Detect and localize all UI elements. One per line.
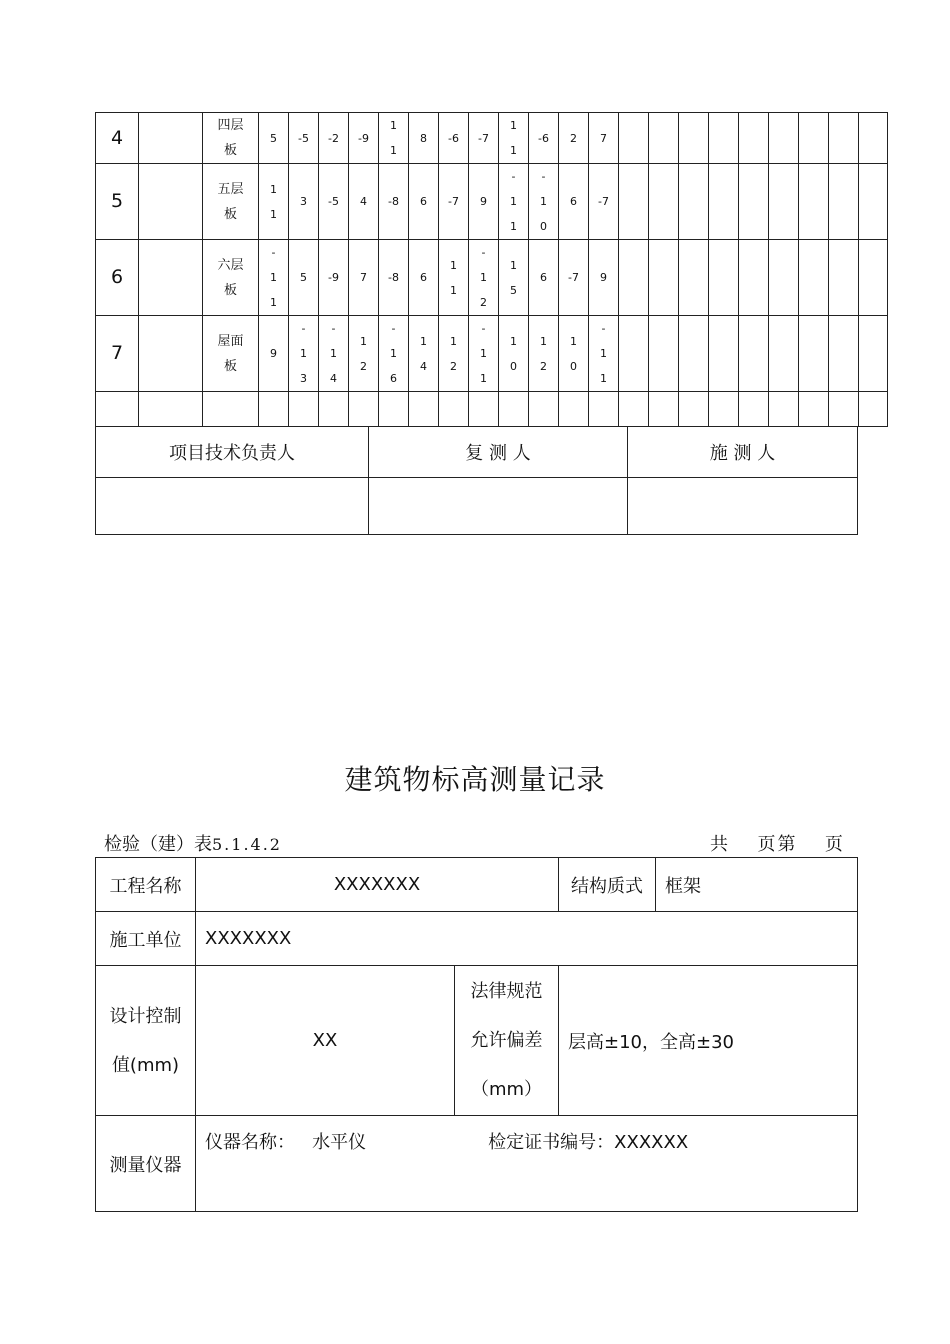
deviation-char: 1 <box>480 271 487 284</box>
deviation-char: - <box>271 246 276 259</box>
empty-cell <box>679 316 709 392</box>
deviation-char: 1 <box>300 347 307 360</box>
measurement-row <box>96 240 888 316</box>
deviation-value <box>559 240 589 316</box>
instrument-name-value: 水平仪 <box>312 1132 367 1153</box>
deviation-value <box>379 113 409 164</box>
deviation-char: - <box>541 170 546 183</box>
deviation-char: - <box>391 322 396 335</box>
deviation-value <box>469 240 499 316</box>
empty-cell <box>799 164 829 240</box>
deviation-char: 2 <box>450 359 457 373</box>
design-control-value: XX <box>196 966 455 1116</box>
empty-cell <box>799 113 829 164</box>
deviation-value <box>409 316 439 392</box>
deviation-value <box>349 113 379 164</box>
deviation-char: 2 <box>570 131 577 145</box>
empty-cell <box>619 240 649 316</box>
deviation-char: 1 <box>600 372 607 385</box>
deviation-char: 9 <box>600 271 607 284</box>
deviation-char: -7 <box>598 195 609 208</box>
floor-label-line: 六层 <box>217 257 244 273</box>
deviation-value <box>319 316 349 392</box>
deviation-value <box>349 240 379 316</box>
deviation-value <box>319 113 349 164</box>
empty-cell <box>769 164 799 240</box>
deviation-char: 0 <box>540 220 547 233</box>
deviation-value <box>349 164 379 240</box>
deviation-char: -8 <box>388 271 399 284</box>
floor-label-line: 板 <box>223 282 237 298</box>
deviation-char: 0 <box>510 359 517 373</box>
deviation-char: - <box>511 170 516 183</box>
deviation-char: 2 <box>360 359 367 373</box>
deviation-char: 1 <box>450 258 457 272</box>
form-code-prefix: 检验（建）表 <box>104 834 212 855</box>
empty-cell <box>829 392 859 427</box>
deviation-value <box>559 164 589 240</box>
empty-cell <box>349 392 379 427</box>
deviation-char: 1 <box>510 258 517 272</box>
empty-cell <box>709 316 739 392</box>
deviation-char: 2 <box>540 359 547 373</box>
deviation-char: 1 <box>480 347 487 360</box>
deviation-char: - <box>301 322 306 335</box>
deviation-char: 7 <box>360 271 367 284</box>
tolerance-label-line-3: （mm） <box>470 1079 543 1100</box>
axis-cell <box>139 113 203 164</box>
empty-cell <box>259 392 289 427</box>
rechecker-signature-cell <box>369 478 628 535</box>
deviation-char: 9 <box>480 195 487 208</box>
empty-cell <box>829 113 859 164</box>
empty-cell <box>799 316 829 392</box>
instrument-details <box>196 1116 858 1212</box>
deviation-char: 4 <box>420 359 427 373</box>
structure-value: 框架 <box>656 858 858 912</box>
empty-cell <box>769 316 799 392</box>
surveyor-label: 施 测 人 <box>628 427 858 478</box>
empty-cell <box>649 316 679 392</box>
empty-cell <box>739 316 769 392</box>
deviation-value <box>319 240 349 316</box>
deviation-char: 1 <box>570 334 577 348</box>
deviation-char: -7 <box>478 131 489 145</box>
deviation-char: 6 <box>420 195 427 208</box>
deviation-char: 1 <box>450 334 457 348</box>
empty-cell <box>829 240 859 316</box>
floor-label-line: 四层 <box>217 118 244 133</box>
empty-cell <box>619 392 649 427</box>
deviation-value <box>589 240 619 316</box>
rechecker-label: 复 测 人 <box>369 427 628 478</box>
deviation-value <box>499 316 529 392</box>
empty-cell <box>619 316 649 392</box>
floor-label-line: 屋面 <box>217 333 244 349</box>
deviation-value <box>529 113 559 164</box>
deviation-value <box>349 316 379 392</box>
deviation-char: 6 <box>390 372 397 385</box>
deviation-char: 1 <box>330 347 337 360</box>
deviation-value <box>379 316 409 392</box>
empty-cell <box>379 392 409 427</box>
deviation-value <box>499 113 529 164</box>
deviation-char: 1 <box>540 334 547 348</box>
empty-cell <box>829 164 859 240</box>
elevation-data-table <box>95 112 888 427</box>
empty-cell <box>859 240 888 316</box>
deviation-value <box>529 316 559 392</box>
deviation-value <box>379 240 409 316</box>
deviation-char: -5 <box>328 195 339 208</box>
empty-cell <box>769 113 799 164</box>
deviation-value <box>259 164 289 240</box>
empty-cell <box>139 392 203 427</box>
deviation-value <box>439 240 469 316</box>
empty-cell <box>619 113 649 164</box>
empty-cell <box>859 316 888 392</box>
deviation-char: 4 <box>330 372 337 385</box>
deviation-char: 1 <box>480 372 487 385</box>
deviation-char: - <box>481 246 486 259</box>
design-label-line-2: 值(mm) <box>111 1054 180 1076</box>
deviation-char: 1 <box>510 334 517 348</box>
empty-cell <box>859 113 888 164</box>
deviation-value <box>589 113 619 164</box>
empty-cell <box>289 392 319 427</box>
deviation-char: 1 <box>450 283 457 297</box>
instrument-name-label: 仪器名称： <box>205 1132 295 1153</box>
empty-cell <box>559 392 589 427</box>
empty-cell <box>319 392 349 427</box>
deviation-char: 1 <box>510 144 517 157</box>
empty-cell <box>679 392 709 427</box>
deviation-char: 1 <box>390 119 397 132</box>
deviation-char: -6 <box>538 131 549 145</box>
deviation-char: 7 <box>600 131 607 145</box>
tolerance-value: 层高±10，全高±30 <box>559 966 858 1116</box>
deviation-char: -6 <box>448 131 459 145</box>
deviation-char: 1 <box>390 347 397 360</box>
tolerance-label <box>455 966 559 1116</box>
structure-label: 结构质式 <box>559 858 656 912</box>
deviation-char: - <box>601 322 606 335</box>
empty-cell <box>649 392 679 427</box>
form-title: 建筑物标高测量记录 <box>344 763 606 796</box>
deviation-value <box>439 316 469 392</box>
form-code <box>104 830 282 856</box>
deviation-value <box>259 240 289 316</box>
empty-cell <box>619 164 649 240</box>
empty-cell <box>739 392 769 427</box>
deviation-char: 1 <box>270 296 277 309</box>
tolerance-label-line-1: 法律规范 <box>470 981 543 1002</box>
deviation-value <box>469 316 499 392</box>
empty-cell <box>709 240 739 316</box>
floor-label <box>203 240 259 316</box>
deviation-char: 3 <box>300 195 307 208</box>
measurement-row <box>96 164 888 240</box>
deviation-char: 1 <box>600 347 607 360</box>
deviation-value <box>499 240 529 316</box>
deviation-value <box>529 240 559 316</box>
certificate-number: 检定证书编号：XXXXXX <box>488 1132 689 1153</box>
empty-cell <box>649 240 679 316</box>
deviation-char: -8 <box>388 195 399 208</box>
empty-cell <box>409 392 439 427</box>
floor-label-line: 五层 <box>217 181 244 197</box>
deviation-char: -2 <box>328 131 339 145</box>
deviation-value <box>529 164 559 240</box>
floor-label <box>203 316 259 392</box>
deviation-char: 1 <box>420 334 427 348</box>
deviation-char: 1 <box>270 182 277 196</box>
construction-unit-value: XXXXXXX <box>196 912 858 966</box>
empty-cell <box>739 240 769 316</box>
empty-cell <box>679 164 709 240</box>
deviation-char: 6 <box>570 195 577 208</box>
deviation-char: -7 <box>448 195 459 208</box>
deviation-value <box>409 113 439 164</box>
tech-lead-label: 项目技术负责人 <box>96 427 369 478</box>
deviation-char: 1 <box>270 271 277 284</box>
empty-cell <box>709 164 739 240</box>
construction-unit-label: 施工单位 <box>96 912 196 966</box>
empty-cell <box>679 240 709 316</box>
empty-cell <box>96 392 139 427</box>
deviation-value <box>469 113 499 164</box>
empty-cell <box>799 392 829 427</box>
axis-cell <box>139 240 203 316</box>
deviation-char: 1 <box>390 144 397 157</box>
tech-lead-signature-cell <box>96 478 369 535</box>
deviation-value <box>409 164 439 240</box>
deviation-char: -7 <box>568 271 579 284</box>
deviation-char: -9 <box>328 271 339 284</box>
deviation-char: 6 <box>420 271 427 284</box>
empty-cell <box>529 392 559 427</box>
deviation-value <box>439 164 469 240</box>
project-name-value: XXXXXXX <box>196 858 559 912</box>
axis-cell <box>139 316 203 392</box>
row-number: 5 <box>96 164 139 240</box>
deviation-value <box>409 240 439 316</box>
empty-cell <box>769 392 799 427</box>
floor-label-line: 板 <box>223 206 237 222</box>
deviation-char: - <box>331 322 336 335</box>
deviation-char: 0 <box>570 359 577 373</box>
deviation-char: 4 <box>360 195 367 208</box>
deviation-value <box>379 164 409 240</box>
deviation-value <box>289 240 319 316</box>
row-number: 4 <box>96 113 139 164</box>
empty-row <box>96 392 888 427</box>
deviation-value <box>259 113 289 164</box>
deviation-char: 5 <box>510 283 517 297</box>
design-control-label <box>96 966 196 1116</box>
deviation-char: 1 <box>510 195 517 208</box>
deviation-char: -5 <box>298 131 309 145</box>
deviation-value <box>289 316 319 392</box>
measurement-row <box>96 113 888 164</box>
deviation-char: -9 <box>358 131 369 145</box>
deviation-char: 2 <box>480 296 487 309</box>
deviation-char: 9 <box>270 347 277 360</box>
deviation-value <box>589 164 619 240</box>
deviation-char: 5 <box>300 271 307 284</box>
row-number: 6 <box>96 240 139 316</box>
empty-cell <box>859 392 888 427</box>
design-label-line-1: 设计控制 <box>109 1005 182 1027</box>
empty-cell <box>739 164 769 240</box>
form-code-number: 5.1.4.2 <box>212 835 282 854</box>
deviation-value <box>259 316 289 392</box>
signature-table <box>95 426 858 535</box>
project-info-table <box>95 857 858 1212</box>
deviation-value <box>559 113 589 164</box>
tolerance-label-line-2: 允许偏差 <box>470 1030 543 1051</box>
deviation-value <box>319 164 349 240</box>
floor-label <box>203 113 259 164</box>
page-info: 共 页第 页 <box>710 834 845 855</box>
empty-cell <box>859 164 888 240</box>
empty-cell <box>439 392 469 427</box>
deviation-char: 3 <box>300 372 307 385</box>
floor-label-line: 板 <box>223 358 237 374</box>
empty-cell <box>649 113 679 164</box>
empty-cell <box>499 392 529 427</box>
project-name-label: 工程名称 <box>96 858 196 912</box>
deviation-char: 1 <box>510 220 517 233</box>
deviation-value <box>289 113 319 164</box>
deviation-char: 1 <box>540 195 547 208</box>
empty-cell <box>679 113 709 164</box>
empty-cell <box>739 113 769 164</box>
deviation-char: 8 <box>420 131 427 145</box>
empty-cell <box>469 392 499 427</box>
empty-cell <box>829 316 859 392</box>
instrument-label: 测量仪器 <box>96 1116 196 1212</box>
surveyor-signature-cell <box>628 478 858 535</box>
row-number: 7 <box>96 316 139 392</box>
empty-cell <box>589 392 619 427</box>
floor-label-line: 板 <box>223 143 237 158</box>
empty-cell <box>709 113 739 164</box>
floor-label <box>203 164 259 240</box>
empty-cell <box>769 240 799 316</box>
deviation-value <box>499 164 529 240</box>
empty-cell <box>709 392 739 427</box>
deviation-value <box>289 164 319 240</box>
measurement-row <box>96 316 888 392</box>
deviation-value <box>469 164 499 240</box>
deviation-char: 6 <box>540 271 547 284</box>
deviation-char: 1 <box>360 334 367 348</box>
empty-cell <box>799 240 829 316</box>
deviation-value <box>439 113 469 164</box>
axis-cell <box>139 164 203 240</box>
deviation-char: 1 <box>510 119 517 132</box>
deviation-value <box>589 316 619 392</box>
empty-cell <box>203 392 259 427</box>
deviation-char: - <box>481 322 486 335</box>
deviation-value <box>559 316 589 392</box>
empty-cell <box>649 164 679 240</box>
deviation-char: 5 <box>270 131 277 145</box>
deviation-char: 1 <box>270 207 277 221</box>
